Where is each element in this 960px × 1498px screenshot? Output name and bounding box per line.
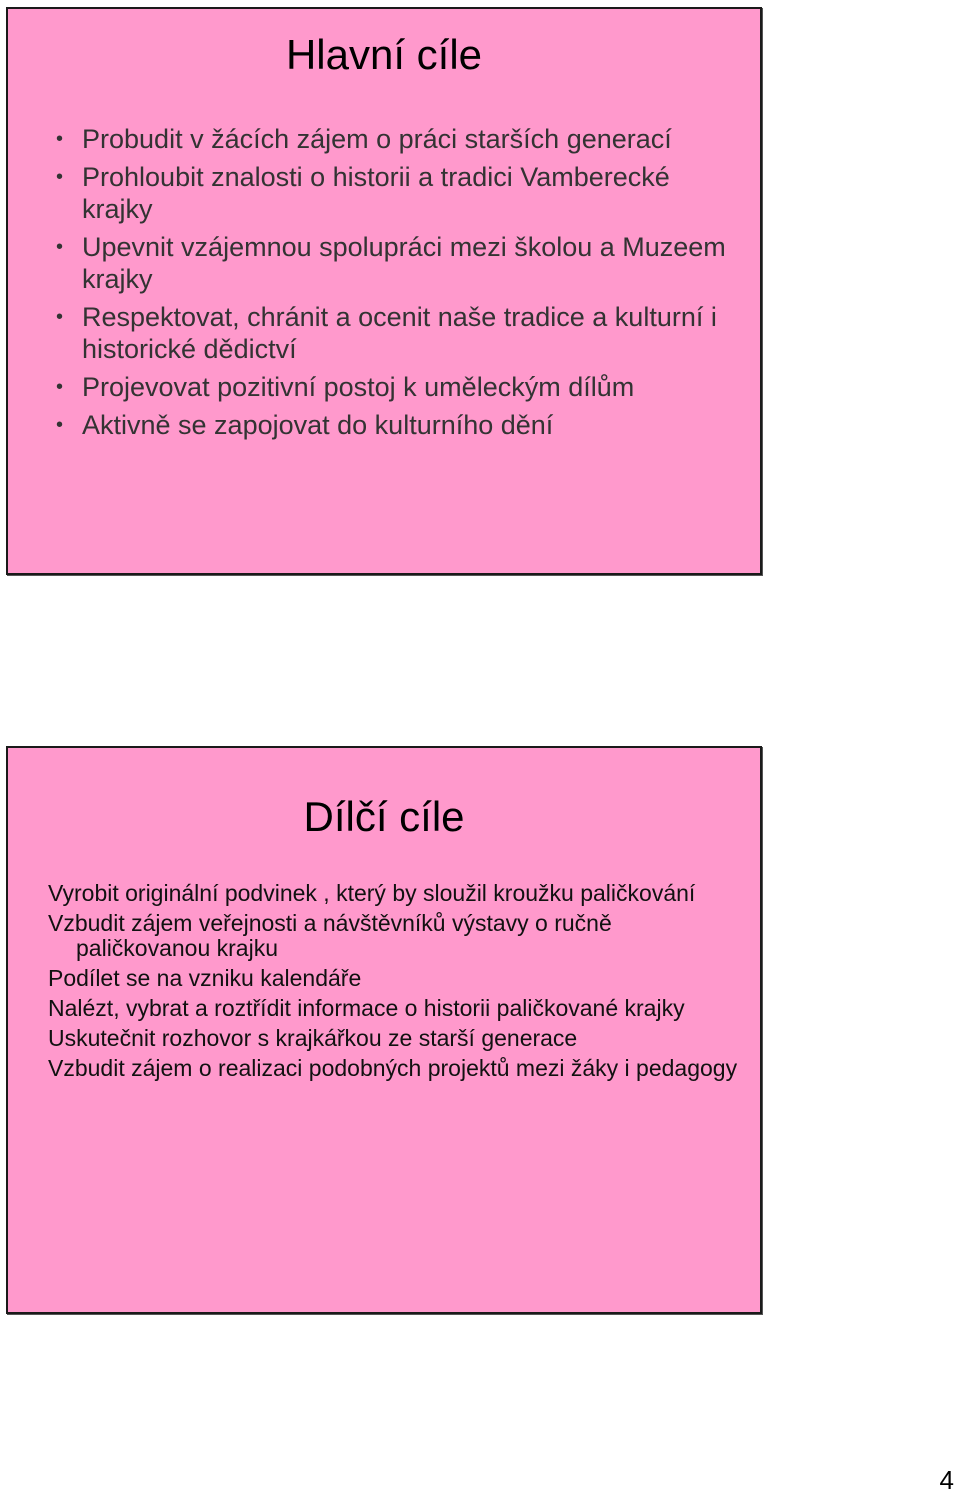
list-item xyxy=(52,161,732,225)
list-item: Vzbudit zájem veřejnosti a návštěvníků výstavy o ručně paličkovanou krajku xyxy=(48,910,612,961)
list-item: Vzbudit zájem o realizaci podobných projektů mezi žáky i pedagogy xyxy=(48,1055,738,1081)
list-item-text: Prohloubit znalosti o historii a tradici Vamberecké krajky xyxy=(82,162,670,224)
slide-main-goals xyxy=(6,7,762,575)
bullet-dot-icon: • xyxy=(56,166,64,188)
list-item-text: Respektovat, chránit a ocenit naše tradice a kulturní i historické dědictví xyxy=(82,302,717,364)
list-item-text: Upevnit vzájemnou spolupráci mezi školou a Muzeem krajky xyxy=(82,232,726,294)
page-number: 4 xyxy=(939,1465,954,1495)
bullet-dot-icon: • xyxy=(56,236,64,258)
list-item: Podílet se na vzniku kalendáře xyxy=(48,965,362,991)
list-item: Nalézt, vybrat a roztřídit informace o historii paličkované krajky xyxy=(48,995,685,1021)
bullet-dot-icon: • xyxy=(56,306,64,328)
bullet-dot-icon: • xyxy=(56,128,64,150)
list-item xyxy=(52,409,732,441)
list-item xyxy=(52,371,732,403)
list-item-text: Probudit v žácích zájem o práci starších generací xyxy=(82,124,672,154)
slide-partial-goals xyxy=(6,746,762,1314)
list-item xyxy=(52,123,732,155)
list-item-text: Projevovat pozitivní postoj k uměleckým dílům xyxy=(82,372,635,402)
list-item: Vyrobit originální podvinek , který by sloužil kroužku paličkování xyxy=(48,880,696,906)
list-item xyxy=(52,231,732,295)
list-item xyxy=(52,301,732,365)
goal-list xyxy=(48,881,748,1081)
slide-title: Hlavní cíle xyxy=(285,31,483,78)
goal-list xyxy=(52,123,732,441)
bullet-dot-icon: • xyxy=(56,414,64,436)
bullet-dot-icon: • xyxy=(56,376,64,398)
list-item: Uskutečnit rozhovor s krajkářkou ze starší generace xyxy=(48,1025,578,1051)
slide-title: Dílčí cíle xyxy=(303,793,465,840)
list-item-text: Aktivně se zapojovat do kulturního dění xyxy=(82,410,554,440)
